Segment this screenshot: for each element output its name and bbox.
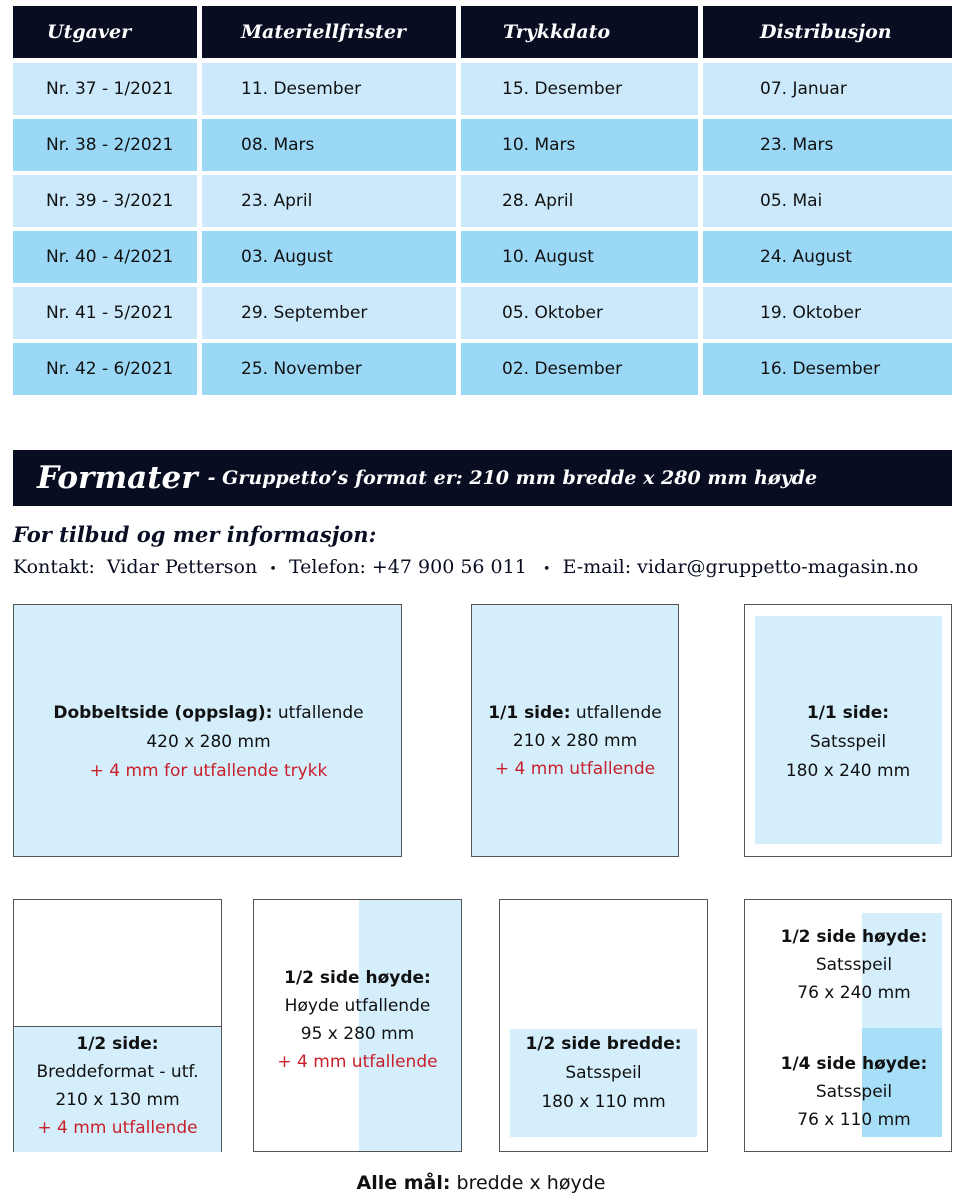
- format-dobbeltside: [13, 604, 402, 857]
- table-cell: 10. August: [461, 231, 698, 283]
- contact-email[interactable]: E-mail: vidar@gruppetto-magasin.no: [562, 556, 919, 578]
- format-size: 95 x 280 mm: [300, 1024, 415, 1044]
- separator-bullet: •: [269, 562, 277, 577]
- contact-label: Kontakt:: [13, 556, 95, 578]
- contact-name: Vidar Petterson: [106, 556, 258, 578]
- format-title-suffix: utfallende: [272, 703, 364, 723]
- format-text: [254, 964, 461, 1076]
- format-title: 1/1 side:: [488, 703, 571, 723]
- format-type: Breddeformat - utf.: [36, 1062, 199, 1082]
- format-halvside-bredde-utfallende: [13, 899, 222, 1152]
- table-cell: 19. Oktober: [703, 287, 952, 339]
- format-halvside-hoyde-utfallende: [253, 899, 462, 1152]
- table-cell: Nr. 39 - 3/2021: [13, 175, 197, 227]
- format-size: 210 x 280 mm: [512, 731, 638, 751]
- separator-bullet: •: [542, 562, 551, 577]
- format-title-suffix: utfallende: [570, 703, 662, 723]
- format-size: 210 x 130 mm: [55, 1090, 180, 1110]
- table-cell: 10. Mars: [461, 119, 698, 171]
- table-cell: 28. April: [461, 175, 698, 227]
- format-text: [500, 1030, 707, 1117]
- format-size: 76 x 110 mm: [797, 1110, 911, 1130]
- format-type: Satsspeil: [815, 955, 893, 975]
- table-cell: 23. April: [202, 175, 456, 227]
- format-bleed: + 4 mm for utfallende trykk: [89, 761, 328, 781]
- table-cell: 08. Mars: [202, 119, 456, 171]
- table-cell: Nr. 37 - 1/2021: [13, 63, 197, 115]
- table-cell: 16. Desember: [703, 343, 952, 395]
- table-cell: 02. Desember: [461, 343, 698, 395]
- table-cell: 11. Desember: [202, 63, 456, 115]
- format-size: 420 x 280 mm: [146, 732, 271, 752]
- table-cell: 05. Mai: [703, 175, 952, 227]
- format-text: [14, 1030, 221, 1142]
- table-cell: 25. November: [202, 343, 456, 395]
- format-title: 1/2 side høyde:: [284, 968, 431, 988]
- table-cell: 03. August: [202, 231, 456, 283]
- format-halvside-bredde-satsspeil: [499, 899, 708, 1152]
- table-cell: 07. Januar: [703, 63, 952, 115]
- table-cell: Nr. 42 - 6/2021: [13, 343, 197, 395]
- format-bleed: + 4 mm utfallende: [277, 1052, 438, 1072]
- format-title: Dobbeltside (oppslag):: [53, 703, 273, 723]
- format-type: Satsspeil: [565, 1063, 642, 1083]
- format-type: Høyde utfallende: [284, 996, 431, 1016]
- format-size: 76 x 240 mm: [797, 983, 911, 1003]
- format-bleed: + 4 mm utfallende: [494, 759, 656, 779]
- header-trykkdato: Trykkdato: [461, 6, 698, 58]
- measurement-note: [0, 1172, 962, 1194]
- format-title: 1/1 side:: [806, 703, 890, 723]
- table-cell: 29. September: [202, 287, 456, 339]
- format-title: 1/4 side høyde:: [780, 1054, 928, 1074]
- contact-phone[interactable]: Telefon: +47 900 56 011: [288, 556, 527, 578]
- format-title: 1/2 side høyde:: [780, 927, 928, 947]
- banner-subtitle: - Gruppetto’s format er: 210 mm bredde x 280 mm høyde: [207, 467, 818, 489]
- format-bleed: + 4 mm utfallende: [37, 1118, 198, 1138]
- info-title: For tilbud og mer informasjon:: [13, 522, 377, 547]
- header-materiellfrister: Materiellfrister: [202, 6, 456, 58]
- format-hoyde-satsspeil: [744, 899, 952, 1152]
- table-cell: Nr. 38 - 2/2021: [13, 119, 197, 171]
- footer-label: Alle mål:: [356, 1172, 451, 1194]
- format-title: 1/2 side:: [76, 1034, 159, 1054]
- table-cell: 23. Mars: [703, 119, 952, 171]
- table-cell: 15. Desember: [461, 63, 698, 115]
- contact-line: [13, 556, 924, 578]
- format-helside-utfallende: [471, 604, 679, 857]
- table-cell: Nr. 40 - 4/2021: [13, 231, 197, 283]
- format-text: [745, 699, 951, 786]
- table-cell: 24. August: [703, 231, 952, 283]
- format-size: 180 x 240 mm: [785, 761, 911, 781]
- format-text-quarter: [751, 1050, 957, 1134]
- format-type: Satsspeil: [815, 1082, 893, 1102]
- footer-text: bredde x høyde: [450, 1172, 606, 1194]
- format-text-half: [751, 923, 957, 1007]
- header-distribusjon: Distribusjon: [703, 6, 952, 58]
- banner-title: Formater: [37, 460, 198, 496]
- table-cell: 05. Oktober: [461, 287, 698, 339]
- format-helside-satsspeil: [744, 604, 952, 857]
- formats-banner: [13, 450, 952, 506]
- format-text: [14, 699, 403, 786]
- format-text: [472, 699, 678, 783]
- header-utgaver: Utgaver: [13, 6, 197, 58]
- table-cell: Nr. 41 - 5/2021: [13, 287, 197, 339]
- format-type: Satsspeil: [809, 732, 887, 752]
- format-title: 1/2 side bredde:: [525, 1034, 682, 1054]
- format-size: 180 x 110 mm: [541, 1092, 666, 1112]
